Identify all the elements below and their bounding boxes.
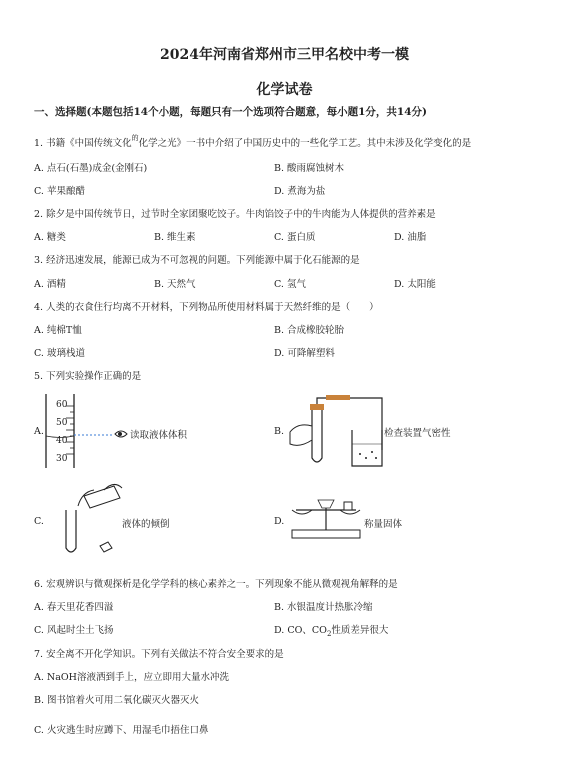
- q6-option-d-subscript: 2: [326, 629, 332, 638]
- q7-option-c[interactable]: C. 火灾逃生时应蹲下、用湿毛巾捂住口鼻: [34, 725, 209, 736]
- q5-option-b[interactable]: B.: [274, 426, 285, 437]
- q7-option-a[interactable]: A. NaOH溶液洒到手上，应立即用大量水冲洗: [34, 672, 229, 683]
- question-1-text-end: 化学之光》一书中介绍了中国历史中的一些化学工艺。其中未涉及化学变化的是: [138, 138, 472, 149]
- q1-option-c[interactable]: C. 苹果酿醋: [34, 186, 85, 197]
- question-6: 6. 宏观辨识与微观探析是化学学科的核心素养之一。下列现象不能从微观视角解释的是: [34, 579, 398, 590]
- question-2: 2. 除夕是中国传统节日，过节时全家团聚吃饺子。牛肉馅饺子中的牛肉能为人体提供的营养素是: [34, 209, 436, 220]
- q4-option-d[interactable]: D. 可降解塑料: [274, 348, 335, 359]
- q6-option-a[interactable]: A. 春天里花香四溢: [34, 602, 114, 613]
- tick-50: 50: [56, 418, 68, 428]
- q1-option-a[interactable]: A. 点石(石墨)成金(金刚石): [34, 163, 148, 174]
- q2-option-b[interactable]: B. 维生素: [154, 232, 196, 243]
- question-5: 5. 下列实验操作正确的是: [34, 371, 142, 382]
- q6-option-d-text-end: 性质差异很大: [331, 625, 389, 636]
- q1-option-d[interactable]: D. 煮海为盐: [274, 186, 326, 197]
- q5-b-label: 检查装置气密性: [384, 428, 451, 439]
- q7-option-b[interactable]: B. 图书馆着火可用二氧化碳灭火器灭火: [34, 695, 200, 706]
- question-7: 7. 安全离不开化学知识。下列有关做法不符合安全要求的是: [34, 649, 284, 660]
- q3-option-c[interactable]: C. 氢气: [274, 279, 306, 290]
- q5-option-a[interactable]: A.: [34, 426, 44, 437]
- question-1: [34, 133, 471, 149]
- q3-option-d[interactable]: D. 太阳能: [394, 279, 436, 290]
- q4-option-b[interactable]: B. 合成橡胶轮胎: [274, 325, 345, 336]
- q6-option-c[interactable]: C. 风起时尘土飞扬: [34, 625, 114, 636]
- tick-60: 60: [56, 400, 68, 410]
- q5-a-label: 读取液体体积: [130, 430, 188, 441]
- section-heading: 一、选择题(本题包括14个小题，每题只有一个选项符合题意，每小题1分，共14分): [34, 106, 427, 118]
- q1-option-b[interactable]: B. 酸雨腐蚀树木: [274, 163, 345, 174]
- question-4: 4. 人类的衣食住行均离不开材料，下列物品所使用材料属于天然纤维的是（ ）: [34, 302, 379, 313]
- q3-option-b[interactable]: B. 天然气: [154, 279, 196, 290]
- q2-option-a[interactable]: A. 糖类: [34, 232, 66, 243]
- question-3: 3. 经济迅速发展，能源已成为不可忽视的问题。下列能源中属于化石能源的是: [34, 255, 360, 266]
- tick-40: 40: [56, 436, 68, 446]
- question-1-text: 1. 书籍《中国传统文化: [34, 138, 132, 149]
- q5-c-label: 液体的倾倒: [122, 519, 170, 530]
- page-subtitle: 化学试卷: [256, 82, 313, 98]
- q3-option-a[interactable]: A. 酒精: [34, 279, 66, 290]
- eye-icon: [114, 428, 128, 440]
- page-title: 2024年河南省郑州市三甲名校中考一模: [160, 47, 409, 63]
- q5-option-c[interactable]: C.: [34, 516, 44, 527]
- q5-d-label: 称量固体: [364, 519, 403, 530]
- q6-option-d-text: D. CO、CO: [274, 625, 327, 636]
- q2-option-d[interactable]: D. 油脂: [394, 232, 427, 243]
- q6-option-d[interactable]: [274, 622, 388, 638]
- liquid-pouring-figure: [48, 476, 128, 558]
- balance-scale-figure: [288, 494, 364, 542]
- q2-option-c[interactable]: C. 蛋白质: [274, 232, 316, 243]
- q4-option-a[interactable]: A. 纯棉T恤: [34, 325, 82, 336]
- question-1-superscript: 的: [131, 134, 139, 142]
- q6-option-b[interactable]: B. 水银温度计热胀冷缩: [274, 602, 373, 613]
- tick-30: 30: [56, 454, 68, 464]
- airtightness-apparatus-figure: [286, 392, 386, 472]
- q4-option-c[interactable]: C. 玻璃栈道: [34, 348, 85, 359]
- q5-option-d[interactable]: D.: [274, 516, 285, 527]
